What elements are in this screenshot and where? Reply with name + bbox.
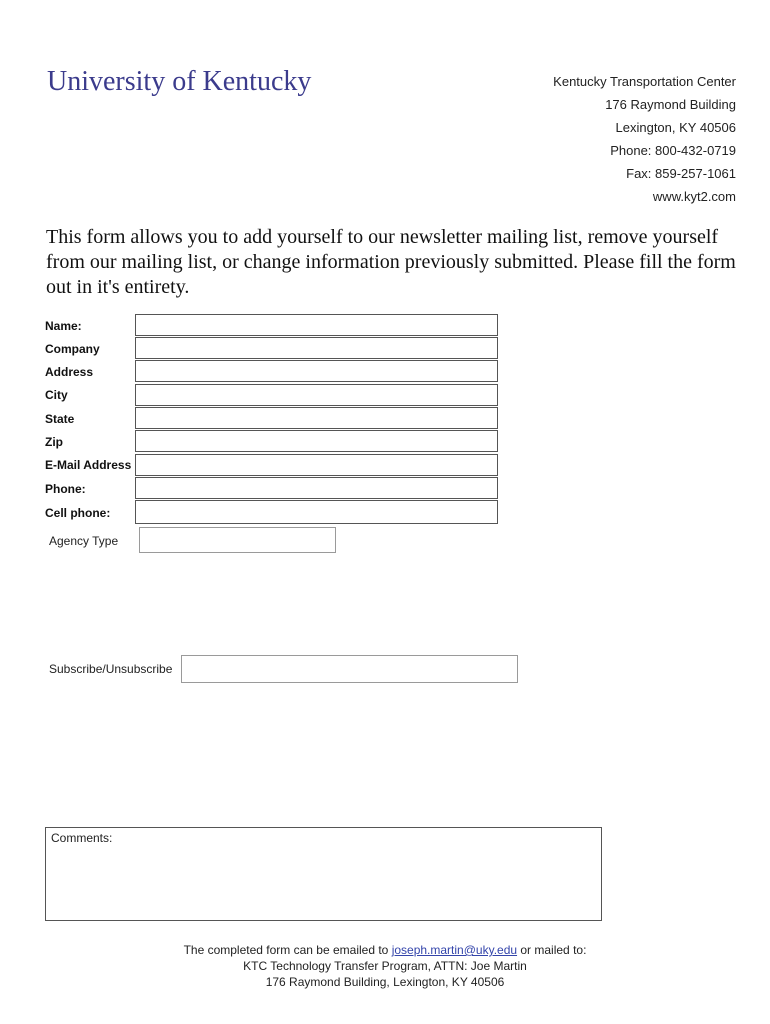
- footer-prefix: The completed form can be emailed to: [183, 943, 392, 957]
- agency-type-field[interactable]: [139, 527, 336, 553]
- subscribe-field[interactable]: [181, 655, 518, 683]
- name-field[interactable]: [135, 314, 498, 336]
- zip-label: Zip: [45, 435, 63, 449]
- website-line: www.kyt2.com: [652, 189, 736, 204]
- address-line: 176 Raymond Building: [605, 97, 736, 112]
- address-label: Address: [45, 365, 94, 379]
- city-field[interactable]: [135, 384, 498, 406]
- cell-phone-label: Cell phone:: [45, 506, 111, 520]
- footer-line-3: 176 Raymond Building, Lexington, KY 40506: [265, 975, 505, 989]
- address-line: Lexington, KY 40506: [615, 120, 736, 135]
- comments-label: Comments:: [51, 831, 113, 845]
- contact-address-block: [476, 70, 736, 208]
- company-field[interactable]: [135, 337, 498, 359]
- phone-field[interactable]: [135, 477, 498, 499]
- city-label: City: [45, 388, 68, 402]
- email-label: E-Mail Address: [45, 458, 132, 472]
- university-title: University of Kentucky: [47, 66, 312, 97]
- company-label: Company: [45, 342, 100, 356]
- footer-line-2: KTC Technology Transfer Program, ATTN: Joe Martin: [243, 959, 527, 973]
- state-field[interactable]: [135, 407, 498, 429]
- intro-paragraph: This form allows you to add yourself to our newsletter mailing list, remove yourself from our mailing list, or change information previously submitted. Please fill the form out in it's entirety.: [46, 226, 736, 298]
- address-line: Fax: 859-257-1061: [626, 166, 736, 181]
- email-field[interactable]: [135, 454, 498, 476]
- phone-label: Phone:: [45, 482, 86, 496]
- address-line: Phone: 800-432-0719: [610, 143, 736, 158]
- footer-line-1: [0, 942, 770, 958]
- comments-box[interactable]: [45, 827, 602, 921]
- agency-type-label: Agency Type: [49, 534, 119, 548]
- zip-field[interactable]: [135, 430, 498, 452]
- cell-phone-field[interactable]: [135, 500, 498, 524]
- name-label: Name:: [45, 319, 82, 333]
- state-label: State: [45, 412, 75, 426]
- email-link[interactable]: joseph.martin@uky.edu: [391, 943, 518, 957]
- footer-instructions: [0, 942, 770, 990]
- address-field[interactable]: [135, 360, 498, 382]
- address-line: Kentucky Transportation Center: [553, 74, 736, 89]
- footer-suffix: or mailed to:: [517, 943, 587, 957]
- subscribe-label: Subscribe/Unsubscribe: [49, 662, 173, 676]
